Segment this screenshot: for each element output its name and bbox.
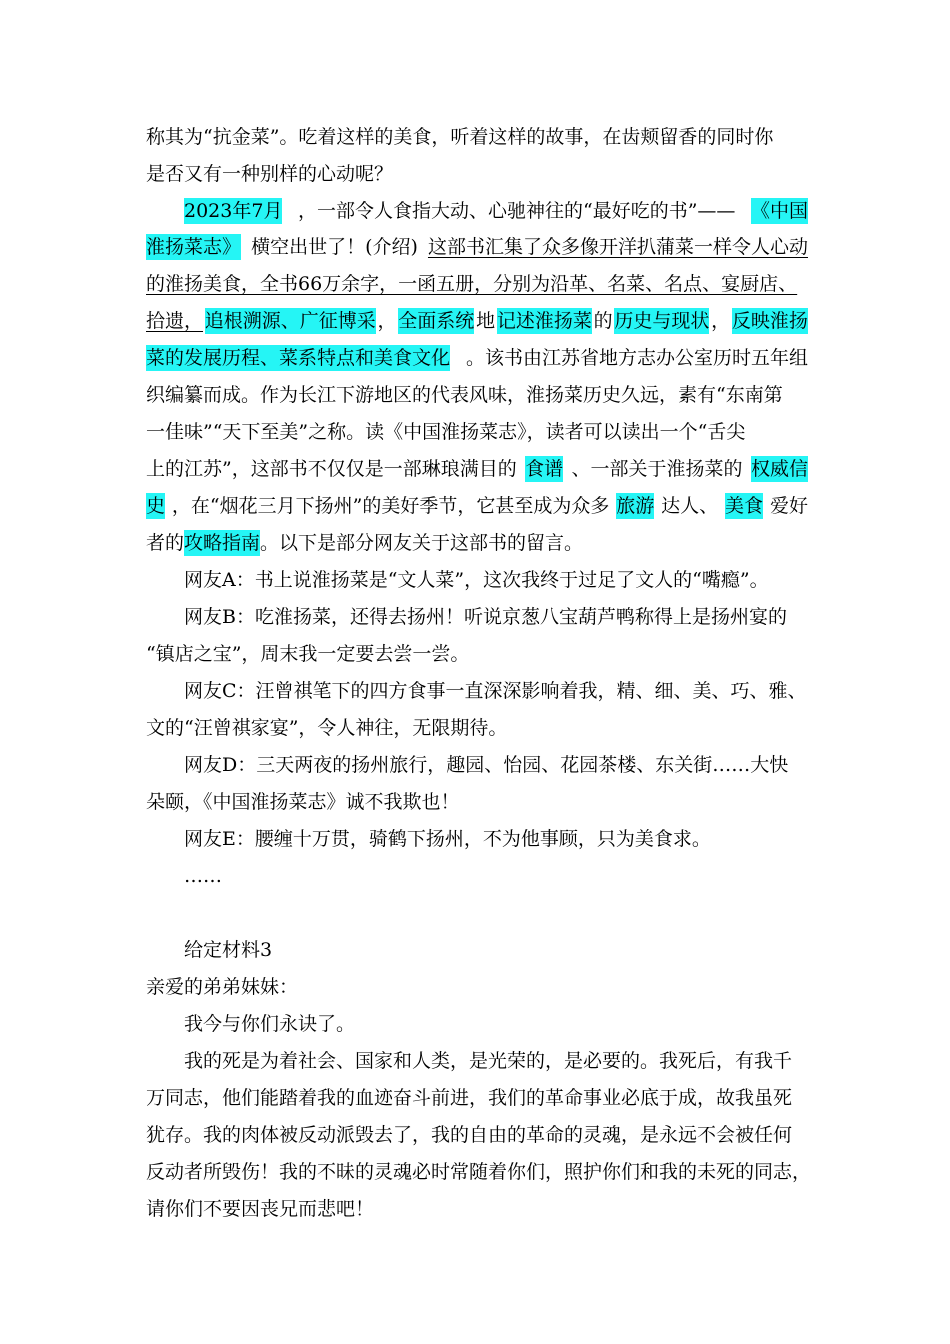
text-segment: 网友E：腰缠十万贯，骑鹤下扬州，不为他事顾，只为美食求。 bbox=[184, 828, 711, 850]
highlighted-text: 攻略指南 bbox=[184, 532, 261, 554]
text-segment: 、一部关于淮扬菜的 bbox=[571, 458, 743, 480]
text-line bbox=[146, 530, 808, 556]
highlighted-text: 权威信 bbox=[750, 458, 808, 480]
text-segment: ， bbox=[377, 310, 397, 332]
text-line bbox=[146, 715, 808, 741]
text-segment: 万同志，他们能踏着我的血迹奋斗前进，我们的革命事业必底于成，故我虽死 bbox=[146, 1087, 793, 1109]
text-segment: 。该书由江苏省地方志办公室历时五年组 bbox=[465, 347, 808, 369]
highlighted-text: 全面系统 bbox=[398, 310, 475, 332]
text-line bbox=[184, 567, 808, 593]
text-segment: ，一部令人食指大动、心驰神往的“最好吃的书”—— bbox=[298, 200, 736, 222]
underlined-text: 的淮扬美食，全书66万余字，一函五册，分别为沿革、名菜、名点、宴厨店、 bbox=[146, 273, 798, 295]
text-segment: 亲爱的弟弟妹妹： bbox=[146, 976, 299, 998]
highlighted-text: 《中国 bbox=[750, 200, 808, 222]
highlighted-text: 美食 bbox=[725, 495, 764, 517]
highlighted-text: 食谱 bbox=[525, 458, 564, 480]
text-segment: 网友A：书上说淮扬菜是“文人菜”，这次我终于过足了文人的“嘴瘾”。 bbox=[184, 569, 769, 591]
highlighted-text: 菜的发展历程、菜系特点和美食文化 bbox=[146, 347, 451, 369]
text-segment: 文的“汪曾祺家宴”，令人神往，无限期待。 bbox=[146, 717, 508, 739]
text-segment: 的 bbox=[593, 310, 613, 332]
text-segment: 给定材料3 bbox=[184, 939, 273, 961]
text-line bbox=[184, 198, 808, 224]
text-line bbox=[184, 752, 808, 778]
text-line bbox=[146, 271, 808, 297]
text-segment: 横空出世了！(介绍) bbox=[251, 236, 418, 258]
highlighted-text: 淮扬菜志》 bbox=[146, 236, 242, 258]
text-line bbox=[184, 1048, 808, 1074]
text-line bbox=[184, 678, 808, 704]
text-line bbox=[146, 456, 808, 482]
text-segment: 织编纂而成。作为长江下游地区的代表风味，淮扬菜历史久远，素有“东南第 bbox=[146, 384, 783, 406]
text-segment: 请你们不要因丧兄而悲吧！ bbox=[146, 1198, 375, 1220]
text-line bbox=[184, 863, 808, 889]
text-line bbox=[146, 493, 808, 519]
text-line bbox=[184, 937, 808, 963]
underlined-text: 这部书汇集了众多像开洋扒蒲菜一样令人心动 bbox=[427, 236, 808, 258]
text-segment: 我的死是为着社会、国家和人类，是光荣的，是必要的。我死后，有我千 bbox=[184, 1050, 793, 1072]
text-line bbox=[146, 161, 808, 187]
highlighted-text: 史 bbox=[146, 495, 166, 517]
text-line bbox=[146, 124, 808, 150]
text-segment: 我今与你们永诀了。 bbox=[184, 1013, 356, 1035]
text-segment: …… bbox=[184, 865, 222, 887]
text-segment: 是否又有一种别样的心动呢？ bbox=[146, 163, 394, 185]
text-segment: 上的江苏”，这部书不仅仅是一部琳琅满目的 bbox=[146, 458, 517, 480]
text-line bbox=[184, 604, 808, 630]
highlighted-text: 2023年7月 bbox=[184, 200, 283, 222]
text-line bbox=[146, 641, 808, 667]
text-line bbox=[146, 308, 808, 334]
text-segment: ，在“烟花三月下扬州”的美好季节，它甚至成为众多 bbox=[171, 495, 610, 517]
text-line bbox=[184, 826, 808, 852]
text-segment: 犹存。我的肉体被反动派毁去了，我的自由的革命的灵魂，是永远不会被任何 bbox=[146, 1124, 793, 1146]
highlighted-text: 反映淮扬 bbox=[731, 310, 808, 332]
underlined-text: 拾遗， bbox=[146, 310, 204, 332]
text-line bbox=[146, 1196, 808, 1222]
text-line bbox=[146, 1122, 808, 1148]
text-line bbox=[146, 419, 808, 445]
text-segment: 一佳味”“天下至美”之称。读《中国淮扬菜志》，读者可以读出一个“舌尖 bbox=[146, 421, 746, 443]
text-segment: 网友D：三天两夜的扬州旅行，趣园、怡园、花园茶楼、东关街……大快 bbox=[184, 754, 789, 776]
text-segment: 称其为“抗金菜”。吃着这样的美食，听着这样的故事，在齿颊留香的同时你 bbox=[146, 126, 774, 148]
text-line bbox=[184, 1011, 808, 1037]
text-segment: ， bbox=[711, 310, 731, 332]
text-line bbox=[146, 382, 808, 408]
text-segment: 者的 bbox=[146, 532, 185, 554]
text-segment: 反动者所毁伤！我的不昧的灵魂必时常随着你们，照护你们和我的未死的同志， bbox=[146, 1161, 812, 1183]
highlighted-text: 追根溯源、广征博采 bbox=[204, 310, 376, 332]
text-line bbox=[146, 1159, 812, 1185]
text-segment: 网友B：吃淮扬菜，还得去扬州！听说京葱八宝葫芦鸭称得上是扬州宴的 bbox=[184, 606, 787, 628]
text-segment: “镇店之宝”，周末我一定要去尝一尝。 bbox=[146, 643, 470, 665]
text-segment: 达人、 bbox=[661, 495, 719, 517]
text-segment: 。以下是部分网友关于这部书的留言。 bbox=[260, 532, 584, 554]
highlighted-text: 旅游 bbox=[616, 495, 655, 517]
text-segment: 网友C：汪曾祺笔下的四方食事一直深深影响着我，精、细、美、巧、雅、 bbox=[184, 680, 807, 702]
text-segment: 爱好 bbox=[769, 495, 808, 517]
highlighted-text: 历史与现状 bbox=[614, 310, 710, 332]
text-segment: 朵颐，《中国淮扬菜志》诚不我欺也！ bbox=[146, 791, 460, 813]
text-line bbox=[146, 234, 808, 260]
text-line bbox=[146, 974, 808, 1000]
text-line bbox=[146, 1085, 808, 1111]
text-segment: 地 bbox=[476, 310, 496, 332]
text-line bbox=[146, 345, 808, 371]
highlighted-text: 记述淮扬菜 bbox=[496, 310, 592, 332]
text-line bbox=[146, 789, 808, 815]
